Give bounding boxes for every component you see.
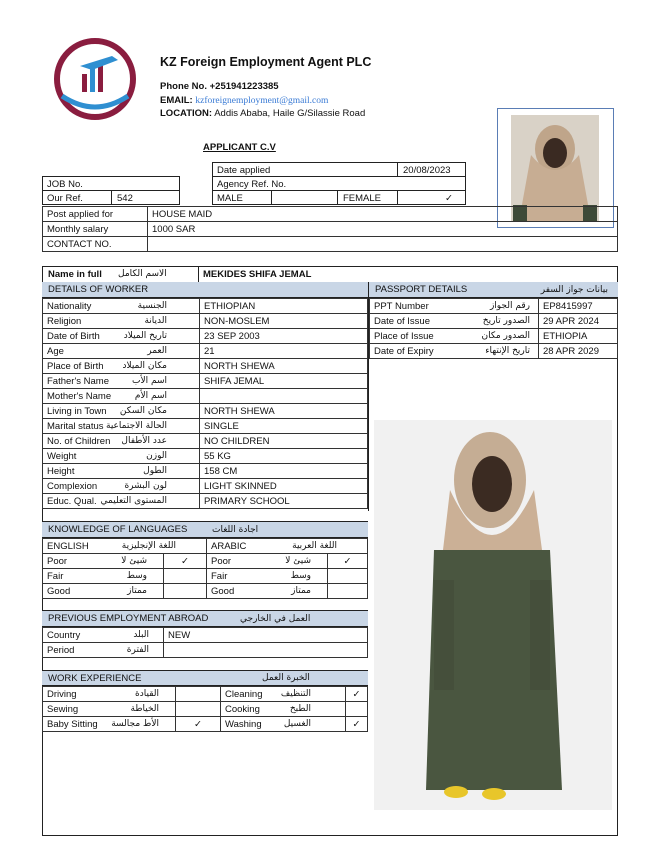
detail-label-ar: الحالة الاجتماعية bbox=[106, 420, 167, 431]
details-row bbox=[43, 314, 368, 329]
languages-header-ar: اجادة اللغات bbox=[212, 525, 259, 535]
prev-emp-header-label: PREVIOUS EMPLOYMENT ABROAD bbox=[48, 613, 209, 624]
post-table bbox=[42, 206, 618, 252]
detail-label: Religion bbox=[47, 315, 82, 327]
period-value bbox=[164, 643, 368, 658]
detail-label-ar: العمر bbox=[147, 345, 167, 356]
detail-label: Weight bbox=[47, 450, 77, 462]
detail-value: 55 KG bbox=[204, 450, 231, 462]
language-level-row bbox=[43, 554, 368, 569]
languages-table bbox=[42, 538, 368, 599]
level-label-ar: وسط bbox=[290, 570, 311, 581]
prev-emp-header bbox=[42, 610, 368, 627]
details-row bbox=[43, 464, 368, 479]
detail-label-ar: مكان الميلاد bbox=[122, 360, 167, 371]
level-label-ar: ممتاز bbox=[127, 585, 147, 596]
details-row bbox=[43, 359, 368, 374]
skill-check: ✓ bbox=[352, 718, 361, 730]
english-label-ar: اللغة الإنجليزية bbox=[121, 540, 176, 551]
level-label: Good bbox=[211, 585, 235, 597]
detail-value: LIGHT SKINNED bbox=[204, 480, 277, 492]
level-label-ar: شيئ لا bbox=[285, 555, 311, 566]
detail-value: NON-MOSLEM bbox=[204, 315, 270, 327]
passport-value: 29 APR 2024 bbox=[543, 315, 599, 327]
detail-label-ar: تاريخ الميلاد bbox=[123, 330, 167, 341]
skill-check: ✓ bbox=[352, 688, 361, 700]
detail-value: NORTH SHEWA bbox=[204, 405, 275, 417]
passport-label-ar: تاريخ الإنتهاء bbox=[485, 345, 530, 356]
period-label: Period bbox=[47, 644, 75, 656]
country-label-ar: البلد bbox=[133, 629, 149, 640]
country-value: NEW bbox=[164, 628, 368, 643]
passport-label-ar: الصدور مكان bbox=[481, 330, 530, 341]
language-level-row bbox=[43, 569, 368, 584]
salary-value: 1000 SAR bbox=[148, 222, 618, 237]
details-header bbox=[42, 282, 368, 298]
languages-header-label: KNOWLEDGE OF LANGUAGES bbox=[48, 524, 188, 535]
prev-emp-table bbox=[42, 627, 368, 658]
male-label: MALE bbox=[217, 193, 243, 204]
languages-section bbox=[42, 521, 368, 599]
skill-label-ar: التنظيف bbox=[280, 688, 311, 699]
detail-value: ETHIOPIAN bbox=[204, 300, 256, 312]
phone-value: +251941223385 bbox=[209, 81, 279, 92]
passport-row bbox=[370, 344, 618, 359]
detail-label: Complexion bbox=[47, 480, 98, 492]
work-row bbox=[43, 702, 368, 717]
details-row bbox=[43, 494, 368, 509]
prev-emp-section bbox=[42, 610, 368, 658]
details-header-label: DETAILS OF WORKER bbox=[48, 284, 149, 295]
detail-label-ar: المستوى التعليمي bbox=[100, 495, 167, 506]
detail-label-ar: مكان السكن bbox=[119, 405, 167, 416]
period-label-ar: الفترة bbox=[126, 644, 149, 655]
passport-value: EP8415997 bbox=[543, 300, 593, 312]
details-row bbox=[43, 434, 368, 449]
job-no-label: JOB No. bbox=[47, 179, 83, 190]
level-label: Fair bbox=[211, 570, 228, 582]
details-row bbox=[43, 419, 368, 434]
detail-value: SINGLE bbox=[204, 420, 239, 432]
post-label: Post applied for bbox=[43, 207, 148, 222]
passport-header bbox=[369, 282, 618, 298]
level-label-ar: وسط bbox=[126, 570, 147, 581]
skill-label: Sewing bbox=[47, 703, 79, 715]
salary-label: Monthly salary bbox=[43, 222, 148, 237]
name-value: MEKIDES SHIFA JEMAL bbox=[203, 269, 312, 280]
skill-check: ✓ bbox=[194, 718, 202, 730]
contact-label: CONTACT NO. bbox=[43, 237, 148, 252]
arabic-label-ar: اللغة العربية bbox=[292, 540, 337, 551]
detail-value: PRIMARY SCHOOL bbox=[204, 495, 290, 507]
phone-label: Phone No. bbox=[160, 81, 207, 92]
details-table bbox=[42, 298, 368, 509]
work-section bbox=[42, 670, 368, 732]
full-body-photo bbox=[374, 420, 612, 810]
passport-row bbox=[370, 299, 618, 314]
detail-value: NORTH SHEWA bbox=[204, 360, 275, 372]
skill-label: Washing bbox=[225, 718, 262, 730]
skill-label: Driving bbox=[47, 688, 77, 700]
work-header-label: WORK EXPERIENCE bbox=[48, 673, 142, 684]
detail-value: SHIFA JEMAL bbox=[204, 375, 265, 387]
details-row bbox=[43, 479, 368, 494]
detail-value: 23 SEP 2003 bbox=[204, 330, 260, 342]
our-ref-value: 542 bbox=[117, 193, 133, 204]
detail-label-ar: الجنسية bbox=[137, 300, 167, 311]
work-row bbox=[43, 717, 368, 732]
passport-label-ar: رقم الجواز bbox=[489, 300, 530, 311]
level-label: Poor bbox=[211, 555, 232, 567]
name-row bbox=[42, 266, 618, 283]
country-label: Country bbox=[47, 629, 81, 641]
skill-label-ar: القيادة bbox=[135, 688, 159, 699]
detail-label: Date of Birth bbox=[47, 330, 100, 342]
passport-section bbox=[369, 282, 618, 359]
english-label: ENGLISH bbox=[47, 540, 89, 552]
gender-row bbox=[212, 190, 466, 205]
email-link[interactable]: kzforeignemployment@gmail.com bbox=[195, 96, 329, 106]
passport-value: 28 APR 2029 bbox=[543, 345, 599, 357]
skill-label: Cooking bbox=[225, 703, 260, 715]
company-location bbox=[160, 109, 365, 119]
location-value: Addis Ababa, Haile G/Silassie Road bbox=[214, 108, 366, 119]
arabic-label: ARABIC bbox=[211, 540, 247, 552]
details-section bbox=[42, 282, 368, 509]
female-check: ✓ bbox=[445, 193, 453, 204]
skill-label-ar: الغسيل bbox=[283, 718, 311, 729]
language-level-row bbox=[43, 584, 368, 599]
work-header bbox=[42, 670, 368, 686]
english-level-check: ✓ bbox=[181, 555, 189, 567]
skill-label-ar: الأط مجالسة bbox=[111, 718, 159, 729]
our-ref-row bbox=[42, 190, 180, 205]
detail-label: Nationality bbox=[47, 300, 92, 312]
prev-emp-header-ar: العمل في الخارجي bbox=[240, 614, 311, 624]
passport-value: ETHIOPIA bbox=[543, 330, 588, 342]
level-label: Poor bbox=[47, 555, 68, 567]
company-phone bbox=[160, 82, 279, 92]
passport-label: PPT Number bbox=[374, 300, 429, 312]
document-title: APPLICANT C.V bbox=[203, 142, 276, 153]
work-row bbox=[43, 687, 368, 702]
passport-row bbox=[370, 329, 618, 344]
female-label: FEMALE bbox=[343, 193, 382, 204]
level-label-ar: شيئ لا bbox=[121, 555, 147, 566]
details-row bbox=[43, 404, 368, 419]
name-label: Name in full bbox=[48, 269, 102, 280]
detail-value: 21 bbox=[204, 345, 215, 357]
detail-label-ar: الديانة bbox=[144, 315, 167, 326]
details-row bbox=[43, 374, 368, 389]
detail-value: 158 CM bbox=[204, 465, 238, 477]
job-no-row bbox=[42, 176, 180, 191]
detail-label: Place of Birth bbox=[47, 360, 104, 372]
detail-label: Age bbox=[47, 345, 64, 357]
detail-label-ar: لون البشرة bbox=[124, 480, 167, 491]
contact-value bbox=[148, 237, 618, 252]
details-row bbox=[43, 299, 368, 314]
passport-label: Date of Issue bbox=[374, 315, 430, 327]
detail-label: Father's Name bbox=[47, 375, 110, 387]
detail-label: No. of Children bbox=[47, 435, 111, 447]
passport-label: Date of Expiry bbox=[374, 345, 434, 357]
detail-label: Educ. Qual. bbox=[47, 495, 97, 507]
level-label: Fair bbox=[47, 570, 64, 582]
detail-label: Mother's Name bbox=[47, 390, 112, 402]
skill-label-ar: الخياطة bbox=[130, 703, 159, 714]
details-row bbox=[43, 329, 368, 344]
skill-label: Cleaning bbox=[225, 688, 263, 700]
detail-label-ar: اسم الأم bbox=[134, 390, 167, 401]
name-label-ar: الاسم الكامل bbox=[118, 269, 167, 279]
date-applied-value: 20/08/2023 bbox=[403, 165, 451, 176]
passport-label: Place of Issue bbox=[374, 330, 434, 342]
company-name: KZ Foreign Employment Agent PLC bbox=[160, 55, 372, 69]
languages-header bbox=[42, 521, 368, 538]
detail-label-ar: الطول bbox=[143, 465, 167, 476]
agency-ref-row bbox=[212, 176, 466, 191]
passport-header-label: PASSPORT DETAILS bbox=[375, 284, 468, 295]
company-email bbox=[160, 96, 328, 107]
passport-label-ar: الصدور تاريخ bbox=[482, 315, 530, 326]
work-header-ar: الخبرة العمل bbox=[262, 673, 310, 683]
detail-label: Living in Town bbox=[47, 405, 107, 417]
skill-label-ar: الطبخ bbox=[289, 703, 311, 714]
agency-ref-label: Agency Ref. No. bbox=[217, 179, 287, 190]
detail-label: Marital status bbox=[47, 420, 104, 432]
location-label: LOCATION: bbox=[160, 108, 213, 119]
work-table bbox=[42, 686, 368, 732]
level-label: Good bbox=[47, 585, 71, 597]
level-label-ar: ممتاز bbox=[291, 585, 311, 596]
detail-label-ar: اسم الأب bbox=[132, 375, 167, 386]
details-row bbox=[43, 449, 368, 464]
details-row bbox=[43, 344, 368, 359]
passport-table bbox=[369, 298, 618, 359]
company-logo bbox=[52, 36, 138, 122]
detail-label: Height bbox=[47, 465, 75, 477]
arabic-level-check: ✓ bbox=[343, 555, 352, 567]
email-label: EMAIL: bbox=[160, 95, 193, 106]
detail-value: NO CHILDREN bbox=[204, 435, 270, 447]
detail-label-ar: عدد الأطفال bbox=[121, 435, 167, 446]
our-ref-label: Our Ref. bbox=[47, 193, 83, 204]
passport-header-ar: بيانات جواز السفر bbox=[540, 285, 608, 295]
passport-row bbox=[370, 314, 618, 329]
date-applied-label: Date applied bbox=[217, 165, 271, 176]
details-row bbox=[43, 389, 368, 404]
date-applied-row bbox=[212, 162, 466, 177]
skill-label: Baby Sitting bbox=[47, 718, 98, 730]
post-value: HOUSE MAID bbox=[148, 207, 618, 222]
detail-label-ar: الوزن bbox=[146, 450, 167, 461]
